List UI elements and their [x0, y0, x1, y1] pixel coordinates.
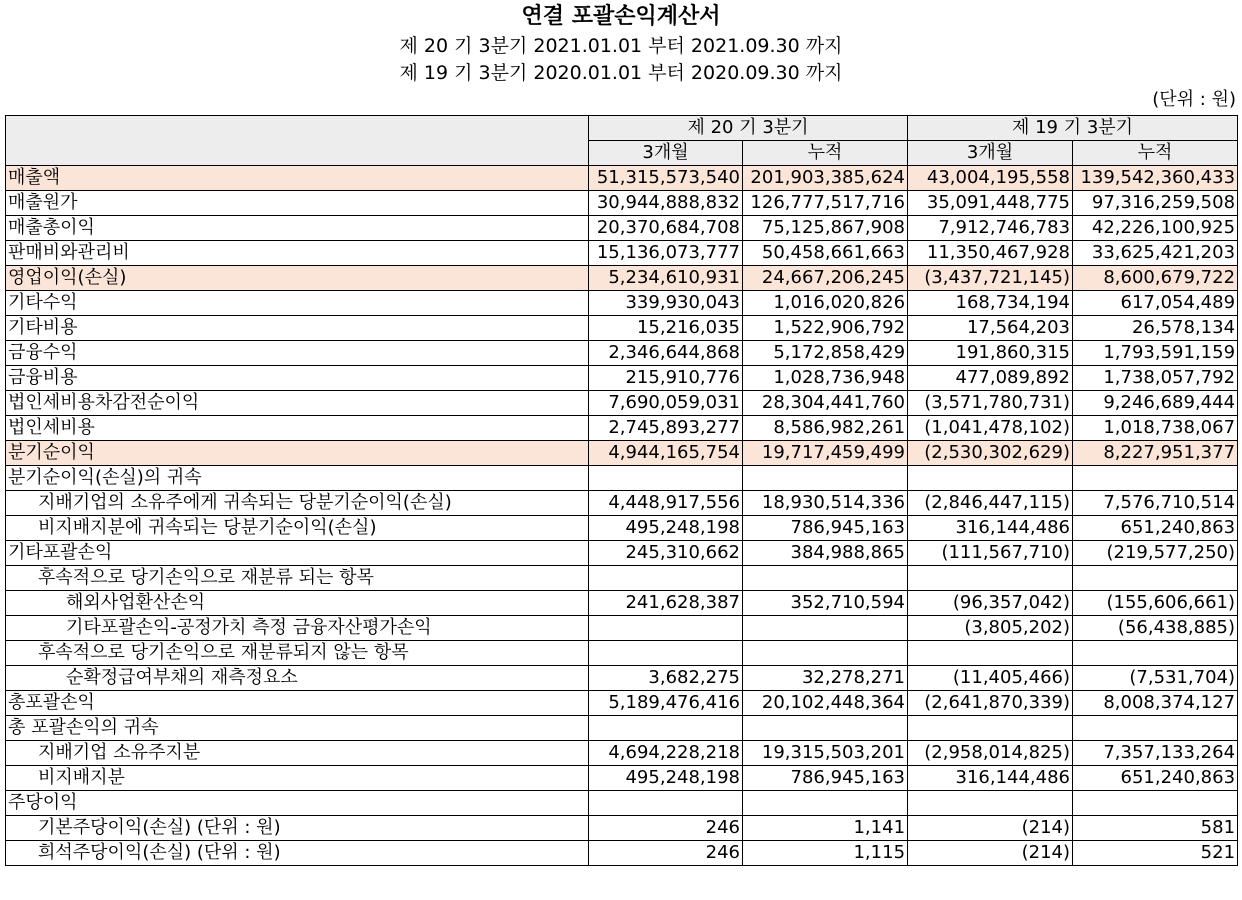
table-row: [6, 191, 1238, 216]
value-19-3m: (3,571,780,731): [908, 391, 1073, 416]
value-20-3m: 245,310,662: [589, 541, 743, 566]
value-20-3m: 15,216,035: [589, 316, 743, 341]
value-20-3m: 246: [589, 816, 743, 841]
value-19-cum: 42,226,100,925: [1073, 216, 1238, 241]
value-20-cum: 8,586,982,261: [743, 416, 908, 441]
account-label: 분기순이익: [6, 441, 589, 466]
value-19-cum: 521: [1073, 841, 1238, 866]
value-19-3m: (3,437,721,145): [908, 266, 1073, 291]
header-20-3m: 3개월: [589, 141, 743, 166]
account-label: 판매비와관리비: [6, 241, 589, 266]
value-19-3m: (214): [908, 816, 1073, 841]
value-19-cum: 7,576,710,514: [1073, 491, 1238, 516]
value-20-3m: 20,370,684,708: [589, 216, 743, 241]
table-row: [6, 591, 1238, 616]
account-label: 순확정급여부채의 재측정요소: [6, 666, 589, 691]
value-19-3m: 35,091,448,775: [908, 191, 1073, 216]
period-20-range: 제 20 기 3분기 2021.01.01 부터 2021.09.30 까지: [399, 35, 843, 57]
value-19-cum: 1,738,057,792: [1073, 366, 1238, 391]
value-19-3m: 11,350,467,928: [908, 241, 1073, 266]
account-label: 매출원가: [6, 191, 589, 216]
value-20-cum: 352,710,594: [743, 591, 908, 616]
account-label: 금융수익: [6, 341, 589, 366]
value-19-cum: 26,578,134: [1073, 316, 1238, 341]
value-20-3m: 246: [589, 841, 743, 866]
account-label: 후속적으로 당기손익으로 재분류 되는 항목: [6, 566, 589, 591]
value-20-3m: [589, 566, 743, 591]
value-19-cum: 1,793,591,159: [1073, 341, 1238, 366]
value-19-3m: 168,734,194: [908, 291, 1073, 316]
header-period-19: 제 19 기 3분기: [908, 116, 1238, 141]
value-19-3m: [908, 791, 1073, 816]
value-19-3m: (96,357,042): [908, 591, 1073, 616]
value-20-cum: 5,172,858,429: [743, 341, 908, 366]
table-row: [6, 316, 1238, 341]
value-19-cum: (219,577,250): [1073, 541, 1238, 566]
table-row: [6, 791, 1238, 816]
table-row: [6, 341, 1238, 366]
value-20-cum: [743, 466, 908, 491]
value-19-cum: 9,246,689,444: [1073, 391, 1238, 416]
unit-label: (단위 : 원): [1152, 89, 1236, 110]
header-period-20: 제 20 기 3분기: [589, 116, 908, 141]
account-label: 기타비용: [6, 316, 589, 341]
table-row: [6, 241, 1238, 266]
header-19-cum: 누적: [1073, 141, 1238, 166]
table-row: [6, 691, 1238, 716]
value-20-3m: 5,189,476,416: [589, 691, 743, 716]
value-20-3m: [589, 616, 743, 641]
table-row: [6, 716, 1238, 741]
table-row: [6, 841, 1238, 866]
value-20-cum: 28,304,441,760: [743, 391, 908, 416]
table-row: [6, 366, 1238, 391]
account-label: 총 포괄손익의 귀속: [6, 716, 589, 741]
value-20-cum: 1,016,020,826: [743, 291, 908, 316]
account-label: 지배기업 소유주지분: [6, 741, 589, 766]
value-20-cum: 201,903,385,624: [743, 166, 908, 191]
value-20-cum: 19,315,503,201: [743, 741, 908, 766]
value-19-3m: 477,089,892: [908, 366, 1073, 391]
table-row: [6, 441, 1238, 466]
value-19-3m: [908, 566, 1073, 591]
header-20-cum: 누적: [743, 141, 908, 166]
value-19-3m: (2,958,014,825): [908, 741, 1073, 766]
account-label: 분기순이익(손실)의 귀속: [6, 466, 589, 491]
value-19-3m: 43,004,195,558: [908, 166, 1073, 191]
table-row: [6, 491, 1238, 516]
period-19-range: 제 19 기 3분기 2020.01.01 부터 2020.09.30 까지: [399, 62, 843, 84]
value-20-3m: 241,628,387: [589, 591, 743, 616]
table-row: [6, 766, 1238, 791]
account-label: 기타수익: [6, 291, 589, 316]
value-19-cum: [1073, 566, 1238, 591]
value-19-cum: 33,625,421,203: [1073, 241, 1238, 266]
value-19-3m: (2,530,302,629): [908, 441, 1073, 466]
account-label: 해외사업환산손익: [6, 591, 589, 616]
table-row: [6, 216, 1238, 241]
value-20-cum: 786,945,163: [743, 516, 908, 541]
value-19-cum: 581: [1073, 816, 1238, 841]
value-19-3m: (11,405,466): [908, 666, 1073, 691]
value-19-3m: 191,860,315: [908, 341, 1073, 366]
value-20-3m: 3,682,275: [589, 666, 743, 691]
value-20-3m: 30,944,888,832: [589, 191, 743, 216]
account-label: 후속적으로 당기손익으로 재분류되지 않는 항목: [6, 641, 589, 666]
value-19-cum: [1073, 716, 1238, 741]
table-row: [6, 741, 1238, 766]
value-19-3m: (1,041,478,102): [908, 416, 1073, 441]
value-19-3m: 316,144,486: [908, 516, 1073, 541]
account-label: 매출액: [6, 166, 589, 191]
value-19-cum: 8,600,679,722: [1073, 266, 1238, 291]
account-label: 주당이익: [6, 791, 589, 816]
value-19-3m: [908, 641, 1073, 666]
value-19-cum: (7,531,704): [1073, 666, 1238, 691]
value-20-3m: 5,234,610,931: [589, 266, 743, 291]
account-label: 영업이익(손실): [6, 266, 589, 291]
value-20-3m: 4,694,228,218: [589, 741, 743, 766]
account-label: 비지배지분: [6, 766, 589, 791]
account-label: 총포괄손익: [6, 691, 589, 716]
value-19-cum: [1073, 791, 1238, 816]
account-label: 매출총이익: [6, 216, 589, 241]
table-row: [6, 516, 1238, 541]
value-19-3m: 7,912,746,783: [908, 216, 1073, 241]
value-20-cum: [743, 791, 908, 816]
account-label: 금융비용: [6, 366, 589, 391]
value-19-3m: 316,144,486: [908, 766, 1073, 791]
value-19-cum: 651,240,863: [1073, 516, 1238, 541]
value-19-cum: 8,008,374,127: [1073, 691, 1238, 716]
statement-title: 연결 포괄손익계산서: [521, 4, 721, 29]
value-20-cum: 1,522,906,792: [743, 316, 908, 341]
value-19-cum: 1,018,738,067: [1073, 416, 1238, 441]
table-row: [6, 291, 1238, 316]
account-label: 기타포괄손익: [6, 541, 589, 566]
value-20-3m: 495,248,198: [589, 766, 743, 791]
table-row: [6, 391, 1238, 416]
value-20-3m: [589, 716, 743, 741]
table-row: [6, 641, 1238, 666]
value-20-cum: [743, 566, 908, 591]
value-20-3m: 2,346,644,868: [589, 341, 743, 366]
table-row: [6, 166, 1238, 191]
value-20-cum: 384,988,865: [743, 541, 908, 566]
value-20-cum: 1,141: [743, 816, 908, 841]
value-20-3m: 339,930,043: [589, 291, 743, 316]
value-20-3m: 4,944,165,754: [589, 441, 743, 466]
value-20-cum: 24,667,206,245: [743, 266, 908, 291]
account-label: 법인세비용: [6, 416, 589, 441]
value-19-cum: 8,227,951,377: [1073, 441, 1238, 466]
value-20-3m: 51,315,573,540: [589, 166, 743, 191]
value-19-cum: (56,438,885): [1073, 616, 1238, 641]
account-label: 지배기업의 소유주에게 귀속되는 당분기순이익(손실): [6, 491, 589, 516]
value-20-3m: 7,690,059,031: [589, 391, 743, 416]
value-20-3m: [589, 466, 743, 491]
value-19-cum: [1073, 641, 1238, 666]
table-row: [6, 541, 1238, 566]
value-20-3m: [589, 791, 743, 816]
header-account-cell: [6, 116, 589, 166]
value-20-3m: 15,136,073,777: [589, 241, 743, 266]
value-19-3m: (2,641,870,339): [908, 691, 1073, 716]
value-19-cum: 617,054,489: [1073, 291, 1238, 316]
value-19-3m: (2,846,447,115): [908, 491, 1073, 516]
table-row: [6, 466, 1238, 491]
value-19-3m: (214): [908, 841, 1073, 866]
value-19-3m: 17,564,203: [908, 316, 1073, 341]
value-20-cum: [743, 716, 908, 741]
value-19-3m: (3,805,202): [908, 616, 1073, 641]
value-19-cum: [1073, 466, 1238, 491]
value-19-3m: [908, 716, 1073, 741]
value-19-cum: (155,606,661): [1073, 591, 1238, 616]
value-20-3m: 4,448,917,556: [589, 491, 743, 516]
income-statement-table: [5, 115, 1238, 866]
value-20-cum: [743, 641, 908, 666]
value-20-3m: 2,745,893,277: [589, 416, 743, 441]
account-label: 법인세비용차감전순이익: [6, 391, 589, 416]
value-20-cum: 126,777,517,716: [743, 191, 908, 216]
value-20-cum: 50,458,661,663: [743, 241, 908, 266]
table-row: [6, 416, 1238, 441]
value-19-3m: (111,567,710): [908, 541, 1073, 566]
header-row-periods: [6, 116, 1238, 141]
account-label: 희석주당이익(손실) (단위 : 원): [6, 841, 589, 866]
value-20-cum: 19,717,459,499: [743, 441, 908, 466]
table-row: [6, 666, 1238, 691]
value-19-cum: 651,240,863: [1073, 766, 1238, 791]
table-row: [6, 566, 1238, 591]
value-19-cum: 7,357,133,264: [1073, 741, 1238, 766]
table-row: [6, 266, 1238, 291]
table-row: [6, 616, 1238, 641]
table-body: [6, 166, 1238, 866]
value-19-cum: 139,542,360,433: [1073, 166, 1238, 191]
value-20-3m: 495,248,198: [589, 516, 743, 541]
header-19-3m: 3개월: [908, 141, 1073, 166]
value-20-cum: 20,102,448,364: [743, 691, 908, 716]
value-20-cum: 75,125,867,908: [743, 216, 908, 241]
table-row: [6, 816, 1238, 841]
value-20-cum: 18,930,514,336: [743, 491, 908, 516]
account-label: 기타포괄손익-공정가치 측정 금융자산평가손익: [6, 616, 589, 641]
value-20-cum: 32,278,271: [743, 666, 908, 691]
account-label: 기본주당이익(손실) (단위 : 원): [6, 816, 589, 841]
value-20-cum: 786,945,163: [743, 766, 908, 791]
value-20-3m: [589, 641, 743, 666]
value-20-cum: 1,115: [743, 841, 908, 866]
value-20-cum: 1,028,736,948: [743, 366, 908, 391]
value-19-cum: 97,316,259,508: [1073, 191, 1238, 216]
value-19-3m: [908, 466, 1073, 491]
value-20-cum: [743, 616, 908, 641]
account-label: 비지배지분에 귀속되는 당분기순이익(손실): [6, 516, 589, 541]
value-20-3m: 215,910,776: [589, 366, 743, 391]
